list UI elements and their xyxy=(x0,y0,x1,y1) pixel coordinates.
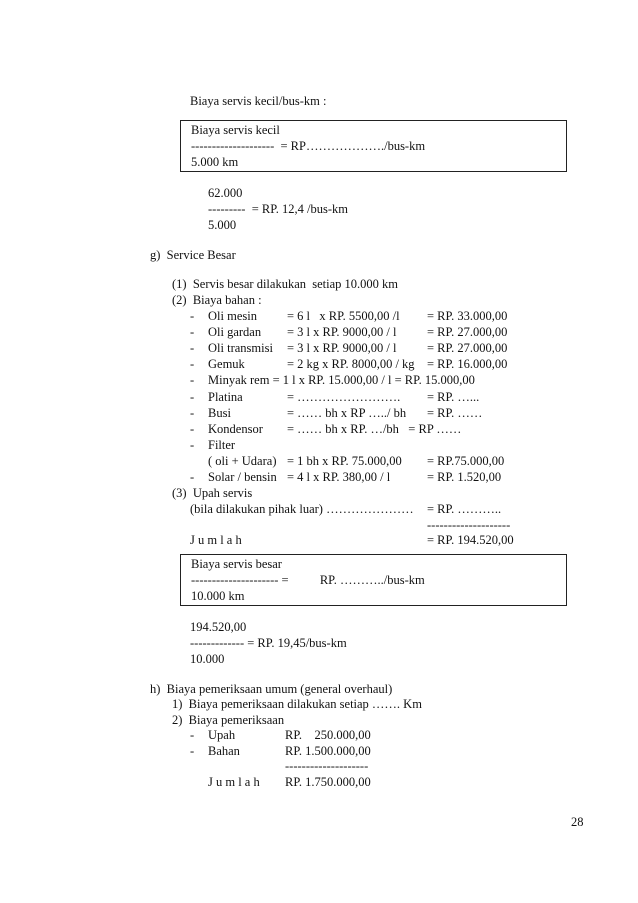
material-total: = RP. 27.000,00 xyxy=(427,325,508,339)
besar-separator: -------------------- xyxy=(427,518,511,532)
cost-value: RP. 250.000,00 xyxy=(285,728,371,742)
material-dash: - xyxy=(190,357,195,371)
besar-calc-numerator: 194.520,00 xyxy=(190,620,247,634)
cost-value: RP. 1.500.000,00 xyxy=(285,744,371,758)
material-calc: = …… bh x RP …../ bh xyxy=(287,406,407,420)
kecil-calc-line: --------- = RP. 12,4 /bus-km xyxy=(208,202,349,216)
material-total: = RP.75.000,00 xyxy=(427,454,505,468)
material-name: Oli gardan xyxy=(208,325,262,339)
besar-item1: (1) Servis besar dilakukan setiap 10.000 km xyxy=(172,277,398,291)
material-dash: - xyxy=(190,309,195,323)
material-calc: = 4 l x RP. 380,00 / l xyxy=(287,470,391,484)
material-dash: - xyxy=(190,438,195,452)
material-calc: = 3 l x RP. 9000,00 / l xyxy=(287,325,397,339)
kecil-box-line1: Biaya servis kecil xyxy=(191,123,280,137)
material-calc: = 6 l x RP. 5500,00 /l xyxy=(287,309,400,323)
material-total: = RP. 16.000,00 xyxy=(427,357,508,371)
umum-item1: 1) Biaya pemeriksaan dilakukan setiap ……. Km xyxy=(172,697,422,711)
besar-box-line1: Biaya servis besar xyxy=(191,557,282,571)
kecil-box-line2: -------------------- = RP………………./bus-km xyxy=(191,139,426,153)
umum-item2: 2) Biaya pemeriksaan xyxy=(172,713,285,727)
material-calc: = 3 l x RP. 9000,00 / l xyxy=(287,341,397,355)
umum-jumlah-label: J u m l a h xyxy=(208,775,260,789)
material-total: = RP. …... xyxy=(427,390,480,404)
cost-dash: - xyxy=(190,728,195,742)
material-name: Kondensor xyxy=(208,422,263,436)
cost-name: Upah xyxy=(208,728,236,742)
material-dash: - xyxy=(190,325,195,339)
material-dash: - xyxy=(190,422,195,436)
besar-item2: (2) Biaya bahan : xyxy=(172,293,262,307)
cost-name: Bahan xyxy=(208,744,240,758)
material-calc: = …… bh x RP. …/bh = RP …… xyxy=(287,422,462,436)
material-calc: = 1 bh x RP. 75.000,00 xyxy=(287,454,402,468)
besar-upah-total: = RP. ……….. xyxy=(427,502,502,516)
material-name: Platina xyxy=(208,390,243,404)
material-calc: = ……………………. xyxy=(287,390,401,404)
kecil-calc-numerator: 62.000 xyxy=(208,186,243,200)
material-name: Busi xyxy=(208,406,231,420)
besar-box-line3: 10.000 km xyxy=(191,589,245,603)
material-name: ( oli + Udara) xyxy=(208,454,277,468)
besar-jumlah-label: J u m l a h xyxy=(190,533,242,547)
kecil-box-line3: 5.000 km xyxy=(191,155,239,169)
material-total: = RP. 1.520,00 xyxy=(427,470,502,484)
material-dash: - xyxy=(190,390,195,404)
umum-heading: h) Biaya pemeriksaan umum (general overhaul) xyxy=(150,682,393,696)
kecil-calc-denominator: 5.000 xyxy=(208,218,237,232)
material-total: = RP. 27.000,00 xyxy=(427,341,508,355)
umum-jumlah-value: RP. 1.750.000,00 xyxy=(285,775,371,789)
besar-box-line2: --------------------- = RP. ………../bus-km xyxy=(191,573,425,587)
material-total: = RP. …… xyxy=(427,406,483,420)
material-name: Minyak rem = 1 l x RP. 15.000,00 / l = RP. 15.000,00 xyxy=(208,373,475,387)
material-dash: - xyxy=(190,373,195,387)
kecil-heading: Biaya servis kecil/bus-km : xyxy=(190,94,327,108)
cost-dash: - xyxy=(190,744,195,758)
material-name: Solar / bensin xyxy=(208,470,277,484)
umum-separator: -------------------- xyxy=(285,759,369,773)
material-dash: - xyxy=(190,406,195,420)
material-calc: = 2 kg x RP. 8000,00 / kg xyxy=(287,357,415,371)
material-total: = RP. 33.000,00 xyxy=(427,309,508,323)
besar-heading: g) Service Besar xyxy=(150,248,236,262)
material-name: Oli transmisi xyxy=(208,341,273,355)
material-dash: - xyxy=(190,470,195,484)
besar-item3: (3) Upah servis xyxy=(172,486,253,500)
material-name: Filter xyxy=(208,438,236,452)
besar-upah-text: (bila dilakukan pihak luar) ………………… xyxy=(190,502,414,516)
material-name: Gemuk xyxy=(208,357,245,371)
besar-jumlah-total: = RP. 194.520,00 xyxy=(427,533,514,547)
page-number: 28 xyxy=(571,815,584,829)
material-name: Oli mesin xyxy=(208,309,257,323)
besar-calc-line: ------------- = RP. 19,45/bus-km xyxy=(190,636,347,650)
material-dash: - xyxy=(190,341,195,355)
besar-calc-denominator: 10.000 xyxy=(190,652,225,666)
